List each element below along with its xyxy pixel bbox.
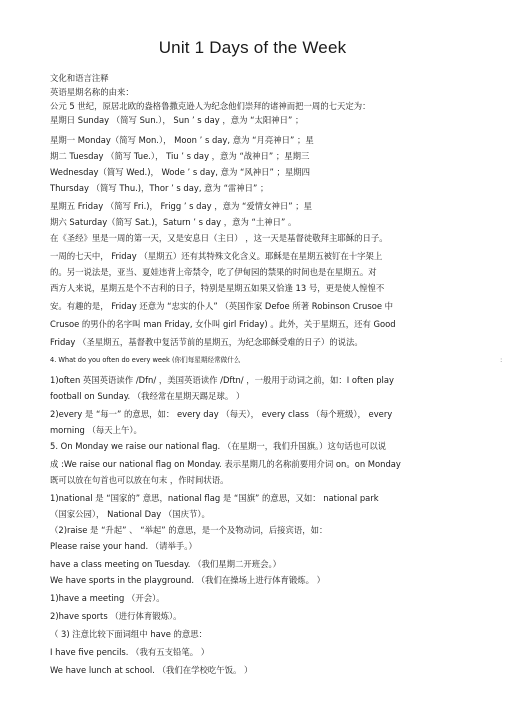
paragraph-line: We have sports in the playground. （我们在操场上进行体育锻炼。 ） [50,575,326,585]
question-heading: 5. On Monday we raise our national flag. （在星期一，我们升国旗。）这句话也可以说 [50,441,387,451]
paragraph-line: 一周的七天中， Friday （星期五）还有其特殊文化含义。耶稣是在星期五被钉在十字架上 [50,251,383,261]
paragraph-line: Thursday （简写 Thu.)，Thor ’ s day, 意为 “雷神日” ； [50,183,269,193]
paragraph-line: 2)have sports （进行体育锻炼）。 [50,611,182,621]
paragraph-line: 安。有趣的是， Friday 还意为 “忠实的仆人” （英国作家 Defoe 所著 Robinson Crusoe 中 [50,301,394,311]
page-title: Unit 1 Days of the Week [158,38,347,57]
paragraph-line: football on Sunday. （我经常在星期天踢足球。 ） [50,391,245,401]
paragraph-line: 英语星期名称的由来： [50,87,134,97]
paragraph-line: Wednesday（简写 Wed.)， Wode ’ s day, 意为 “风神日” ；星期四 [50,167,310,177]
paragraph-line: 的。另一说法是，亚当、夏娃违背上帝禁令，吃了伊甸园的禁果的时间也是在星期五。对 [50,267,377,277]
paragraph-line: 成 :We raise our national flag on Monday. 表示星期几的名称前要用介词 on。on Monday [50,459,401,469]
paragraph-line: （国家公园）， National Day （国庆节）。 [50,509,210,519]
paragraph-line: Please raise your hand. （请举手。） [50,541,197,551]
paragraph-line: morning （每天上午）。 [50,425,142,435]
paragraph-line: 期二 Tuesday （简写 Tue.）， Tiu ’ s day ，意为 “战神日” ；星期三 [50,151,310,161]
paragraph-line: 期六 Saturday（简写 Sat.)，Saturn ’ s day ，意为 “土神日” 。 [50,217,297,227]
paragraph-line: 在《圣经》里是一周的第一天，又是安息日（主日） ，这一天是基督徒敬拜主耶稣的日子。 [50,233,388,243]
question-heading: 4. What do you often do every week (你们每星期经常做什么 [50,356,241,364]
paragraph-line: 星期五 Friday （简写 Fri.)， Frigg ’ s day ，意为 “爱情女神日” ；星 [50,201,313,211]
paragraph-line: have a class meeting on Tuesday. （我们星期二开班会。） [50,559,282,569]
margin-mark: : [500,356,503,364]
paragraph-line: Crusoe 的男仆的名字叫 man Friday, 女仆叫 girl Friday) 。此外，关于星期五，还有 Good [50,319,396,329]
paragraph-line: 既可以放在句首也可以放在句末 ，作时间状语。 [50,475,229,485]
paragraph-line: 1)often 英国英语读作 /Dfn/ ，美国英语读作 /Dftn/ ，一般用于动词之前，如：I often play [50,375,394,385]
paragraph-line: （2)raise 是 “升起” 、 “举起” 的意思，是一个及物动词，后接宾语，如： [50,525,328,535]
paragraph-line: Friday （圣星期五，基督教中复活节前的星期五，为纪念耶稣受难的日子）的说法。 [50,337,363,347]
paragraph-line: 星期一 Monday（简写 Mon.）， Moon ’ s day, 意为 “月亮神日” ；星 [50,135,314,145]
paragraph-line: 1)have a meeting （开会）。 [50,593,165,603]
paragraph-line: 2)every 是 “每一” 的意思，如： every day （每天）， every class （每个班级）， every [50,409,393,419]
paragraph-line: I have five pencils. （我有五支铅笔。 ） [50,647,210,657]
paragraph-line: 1)national 是 “国家的” 意思，national flag 是 “国旗” 的意思，又如： national park [50,493,379,503]
paragraph-line: 公元 5 世纪，原居北欧的盎格鲁撒克逊人为纪念他们崇拜的诸神而把一周的七天定为： [50,101,371,111]
paragraph-line: （ 3) 注意比较下面词组中 have 的意思： [50,629,208,639]
section-heading: 文化和语言注释 [50,73,109,83]
paragraph-line: 星期日 Sunday （简写 Sun.）， Sun ’ s day ，意为 “太阳神日” ； [50,115,304,125]
paragraph-line: 西方人来说，星期五是个不吉利的日子，特别是星期五如果又恰逢 13 号，更是使人惶惶不 [50,283,385,293]
paragraph-line: We have lunch at school. （我们在学校吃午饭。 ） [50,665,253,675]
